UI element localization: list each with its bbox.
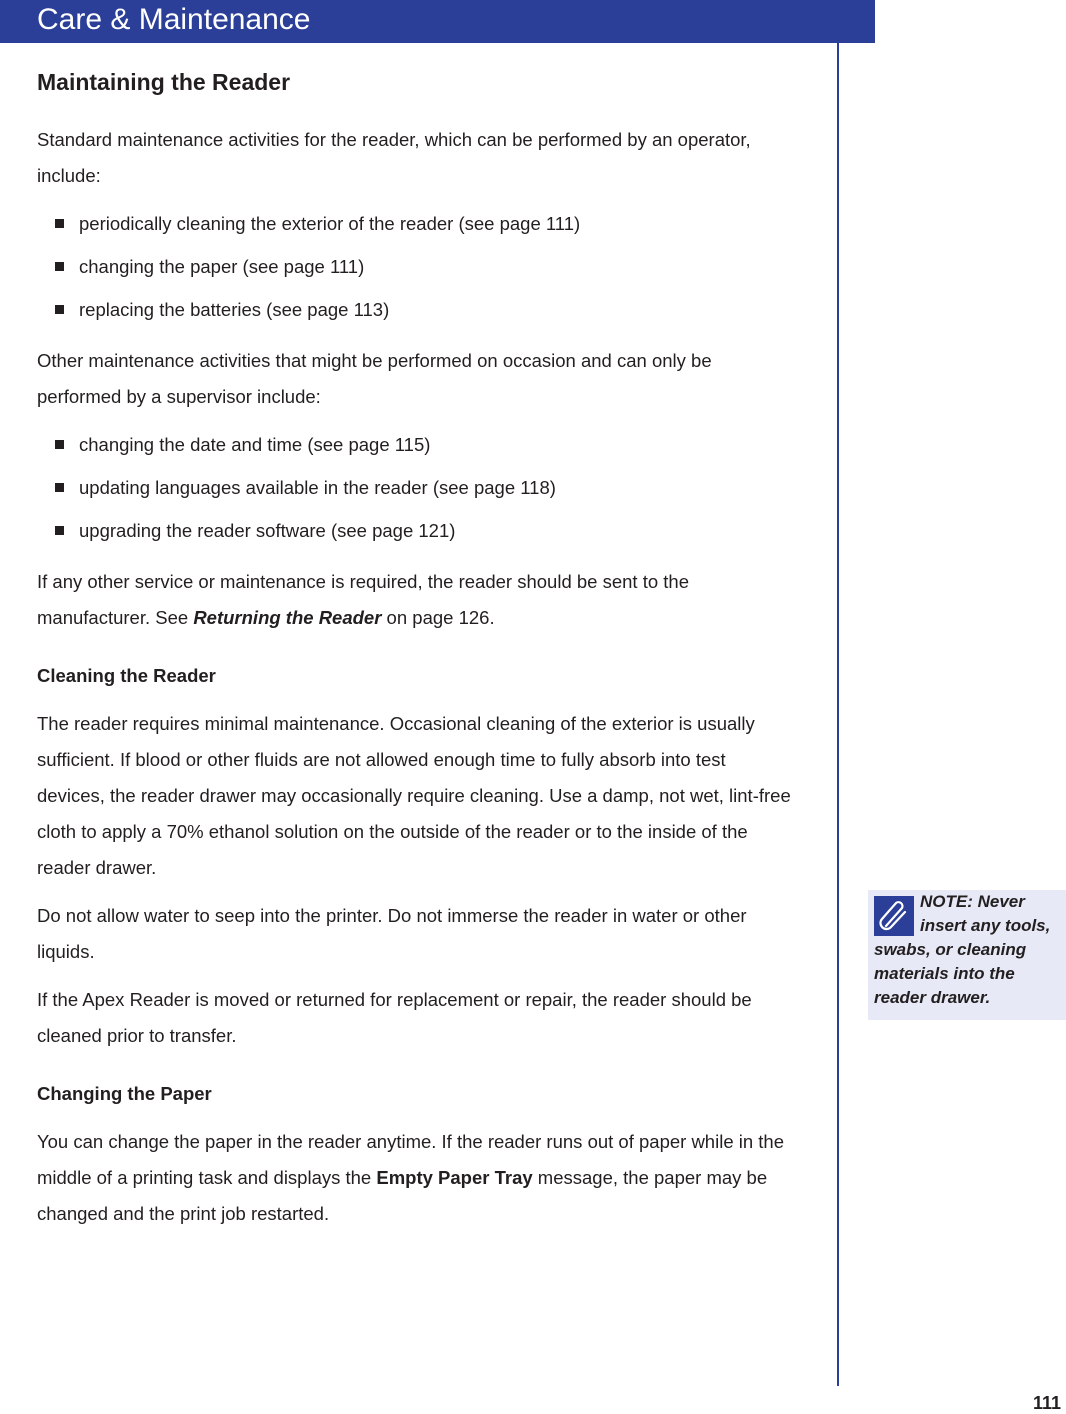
supervisor-list (37, 423, 797, 552)
cleaning-heading: Cleaning the Reader (37, 665, 216, 686)
supervisor-paragraph: Other maintenance activities that might be performed on occasion and can only be performed by a supervisor include: (37, 350, 712, 407)
note-text: NOTE: Never insert any tools, swabs, or cleaning materials into the reader drawer. (874, 892, 1051, 1007)
list-item: updating languages available in the reader (see page 118) (37, 466, 797, 509)
cleaning-paragraph-2: Do not allow water to seep into the printer. Do not immerse the reader in water or other liquids. (37, 905, 747, 962)
list-item: periodically cleaning the exterior of the reader (see page 111) (37, 202, 797, 245)
bullet-icon (55, 526, 64, 535)
page-number: 111 (1033, 1393, 1062, 1413)
chapter-title: Care & Maintenance (37, 3, 311, 36)
bullet-icon (55, 305, 64, 314)
section-heading: Maintaining the Reader (37, 69, 291, 95)
list-item: replacing the batteries (see page 113) (37, 288, 797, 331)
list-item: changing the paper (see page 111) (37, 245, 797, 288)
header-banner (0, 0, 875, 43)
returning-reader-reference: Returning the Reader (193, 607, 382, 628)
intro-paragraph: Standard maintenance activities for the reader, which can be performed by an operator, include: (37, 129, 751, 186)
bullet-icon (55, 219, 64, 228)
paper-heading: Changing the Paper (37, 1083, 212, 1104)
list-item: upgrading the reader software (see page 121) (37, 509, 797, 552)
operator-list (37, 202, 797, 331)
list-item: changing the date and time (see page 115) (37, 423, 797, 466)
note-box (868, 890, 1066, 1020)
cleaning-paragraph-3: If the Apex Reader is moved or returned for replacement or repair, the reader should be cleaned prior to transfer. (37, 989, 752, 1046)
paper-paragraph: You can change the paper in the reader anytime. If the reader runs out of paper while in the middle of a printing task and displays the Empty Paper Tray message, the paper may be changed and the print job restarted. (37, 1131, 785, 1224)
service-paragraph: If any other service or maintenance is required, the reader should be sent to the manufacturer. See Returning the Reader on page 126. (37, 571, 689, 628)
bullet-icon (55, 483, 64, 492)
margin-rule (837, 43, 839, 1386)
cleaning-paragraph-1: The reader requires minimal maintenance. Occasional cleaning of the exterior is usually sufficient. If blood or other fluids are not allowed enough time to fully absorb into test devices, the reader drawer may occasionally require cleaning. Use a damp, not wet, lint-free cloth to apply a 70% ethanol solution on the outside of the reader or to the inside of the reader drawer. (37, 713, 791, 878)
main-content (37, 62, 797, 1244)
empty-paper-tray-message: Empty Paper Tray (376, 1167, 533, 1188)
bullet-icon (55, 262, 64, 271)
bullet-icon (55, 440, 64, 449)
